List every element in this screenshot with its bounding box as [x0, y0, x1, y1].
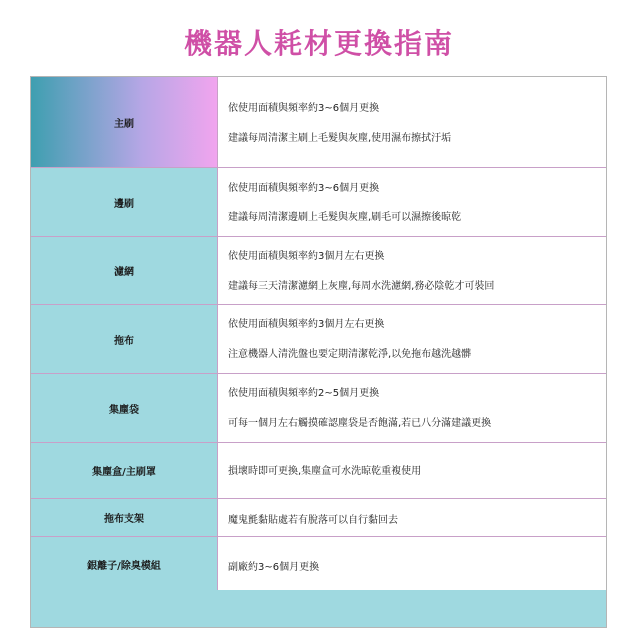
- description-cell: [218, 168, 606, 236]
- category-cell: 濾網: [31, 237, 218, 304]
- category-cell: 拖布: [31, 305, 218, 373]
- table-footer: [31, 590, 606, 627]
- category-cell: 銀離子/除臭模組: [31, 537, 218, 591]
- table-row: [31, 305, 606, 374]
- description-line: 建議每三天清潔濾網上灰塵,每周水洗濾網,務必陰乾才可裝回: [228, 281, 495, 292]
- table-row: [31, 537, 606, 592]
- table-row: [31, 168, 606, 237]
- category-cell: 集塵袋: [31, 374, 218, 442]
- table-row: [31, 499, 606, 537]
- category-cell: 邊刷: [31, 168, 218, 236]
- table-row: [31, 237, 606, 305]
- category-cell: 拖布支架: [31, 499, 218, 536]
- category-cell: 集塵盒/主刷罩: [31, 443, 218, 498]
- table-row: [31, 443, 606, 499]
- description-line: 建議每周清潔邊刷上毛髮與灰塵,刷毛可以濕擦後晾乾: [228, 212, 462, 223]
- description-line: 損壞時即可更換,集塵盒可水洗晾乾重複使用: [228, 466, 422, 477]
- description-line: 依使用面積與頻率約3個月左右更換: [228, 319, 385, 330]
- description-cell: [218, 443, 606, 498]
- description-cell: [218, 305, 606, 373]
- table-row: [31, 374, 606, 443]
- description-line: 注意機器人清洗盤也要定期清潔乾淨,以免拖布越洗越髒: [228, 349, 472, 360]
- page-title: 機器人耗材更換指南: [183, 27, 454, 60]
- description-line: 依使用面積與頻率約3~6個月更換: [228, 103, 380, 114]
- description-line: 建議每周清潔主刷上毛髮與灰塵,使用濕布擦拭汙垢: [228, 133, 452, 144]
- description-line: 可每一個月左右觸摸確認塵袋是否飽滿,若已八分滿建議更換: [228, 418, 492, 429]
- description-line: 依使用面積與頻率約2~5個月更換: [228, 388, 380, 399]
- description-cell: [218, 499, 606, 536]
- description-cell: [218, 77, 606, 167]
- category-cell: 主刷: [31, 77, 218, 167]
- description-line: 副廠約3~6個月更換: [228, 562, 320, 573]
- description-cell: [218, 374, 606, 442]
- description-cell: [218, 537, 606, 591]
- description-cell: [218, 237, 606, 304]
- description-line: 魔鬼氈黏貼處若有脫落可以自行黏回去: [228, 515, 398, 526]
- description-line: 依使用面積與頻率約3~6個月更換: [228, 183, 380, 194]
- table-row: [31, 77, 606, 168]
- consumables-table: [30, 76, 607, 628]
- description-line: 依使用面積與頻率約3個月左右更換: [228, 251, 385, 262]
